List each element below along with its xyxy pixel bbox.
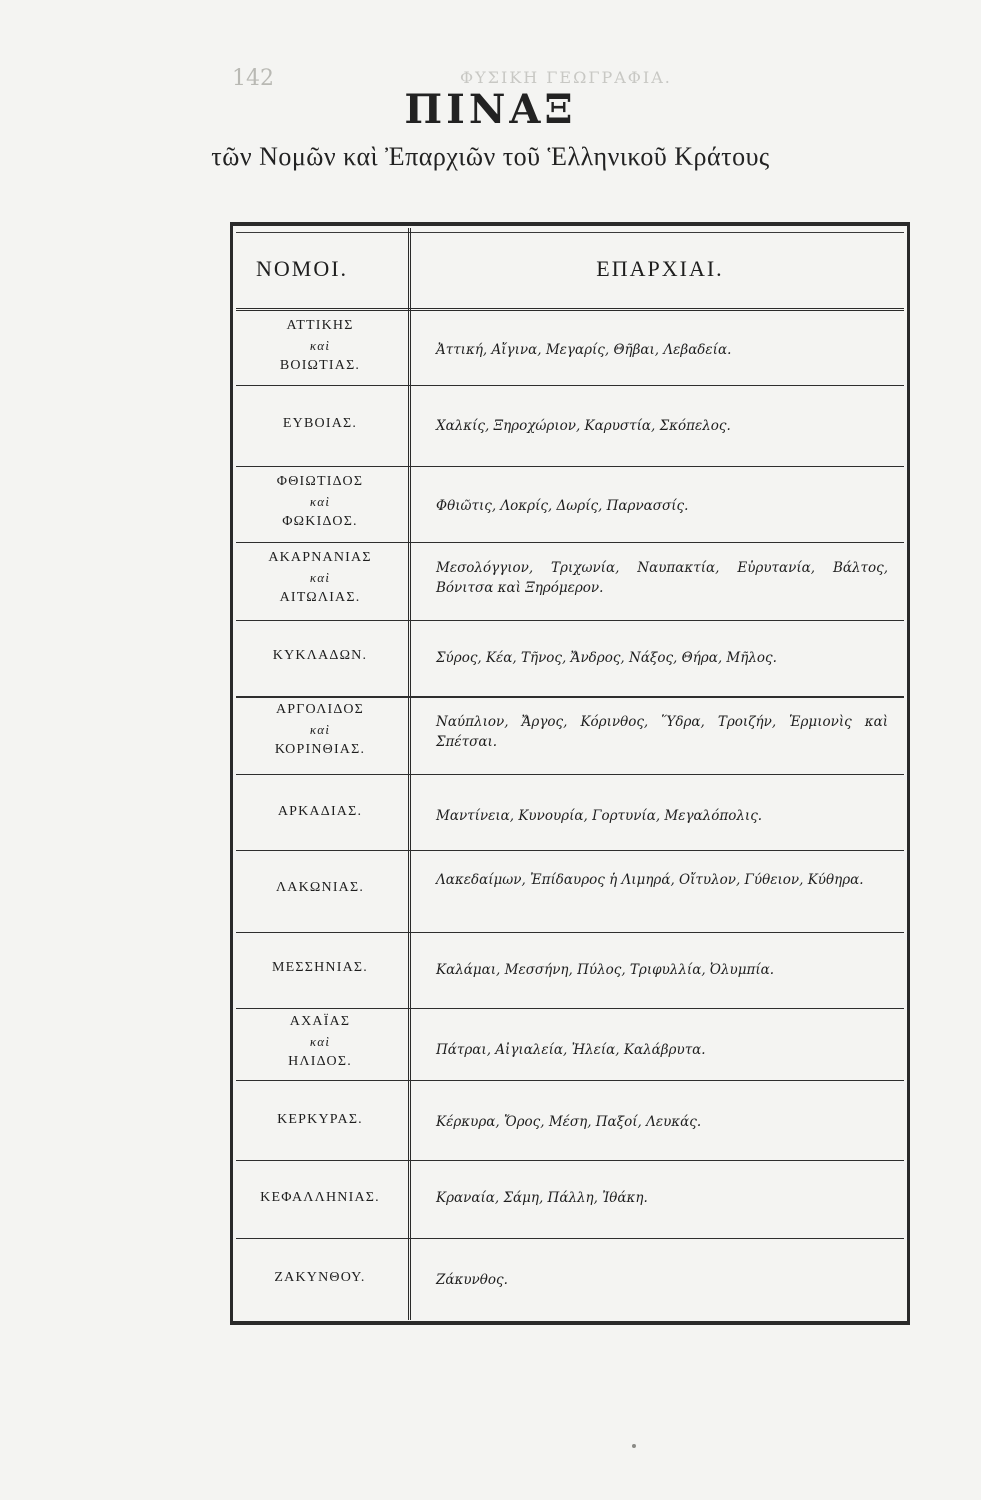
nomos-cell	[236, 958, 404, 978]
row-rule	[236, 932, 904, 933]
nomos-name-line: ΜΕΣΣΗΝΙΑΣ.	[272, 960, 368, 975]
nomos-name-line: ΑΚΑΡΝΑΝΙΑΣ	[268, 550, 372, 565]
table-row	[236, 700, 904, 772]
nomos-name-line: ΑΧΑΪΑΣ	[289, 1014, 351, 1029]
eparchies-cell: Κέρκυρα, Ὄρος, Μέση, Παξοί, Λευκάς.	[436, 1114, 702, 1130]
nomos-name-line: ΦΩΚΙΔΟΣ.	[282, 514, 358, 529]
eparchies-cell: Λακεδαίμων, Ἐπίδαυρος ἡ Λιμηρά, Οἴτυλον, Γύθειον, Κύθηρα.	[436, 872, 864, 888]
table-row	[236, 316, 904, 384]
page-subtitle: τῶν Νομῶν καὶ Ἐπαρχιῶν τοῦ Ἑλληνικοῦ Κράτους	[211, 142, 770, 171]
row-rule	[236, 1008, 904, 1009]
eparchies-cell: Ζάκυνθος.	[436, 1272, 508, 1288]
ink-speck	[632, 1444, 636, 1448]
page-title: ΠΙΝΑΞ	[404, 86, 577, 133]
column-header-nomoi: ΝΟΜΟΙ.	[256, 256, 349, 281]
table-row	[236, 1012, 904, 1078]
row-rule	[236, 1080, 904, 1081]
header-rule	[236, 308, 904, 311]
nomos-name-line: ΦΘΙΩΤΙΔΟΣ	[276, 474, 364, 489]
row-rule	[236, 1238, 904, 1239]
nomos-conjunction: καὶ	[309, 722, 331, 737]
nomos-name-line: ΗΛΙΔΟΣ.	[288, 1054, 352, 1069]
nomos-name-line: ΕΥΒΟΙΑΣ.	[282, 416, 358, 431]
row-rule	[236, 620, 904, 621]
row-rule	[236, 466, 904, 467]
row-rule	[236, 774, 904, 775]
table-row	[236, 1242, 904, 1314]
page-number: 142	[232, 66, 274, 91]
table-row	[236, 624, 904, 694]
nomos-conjunction: καὶ	[309, 338, 331, 353]
nomos-conjunction: καὶ	[309, 570, 331, 585]
nomos-conjunction: καὶ	[309, 1034, 331, 1049]
nomos-cell	[236, 472, 404, 532]
nomos-cell	[236, 878, 404, 898]
nomos-cell	[236, 548, 404, 608]
eparchies-cell: Φθιῶτις, Λοκρίς, Δωρίς, Παρνασσίς.	[436, 498, 689, 514]
eparchies-cell: Ναύπλιον, Ἄργος, Κόρινθος, Ὕδρα, Τροιζήν, Ἑρμιονὶς καὶ Σπέτσαι.	[436, 714, 888, 750]
column-header-eparchiai: ΕΠΑΡΧΙΑΙ.	[596, 256, 724, 281]
nomos-name-line: ΚΟΡΙΝΘΙΑΣ.	[274, 742, 366, 757]
nomos-name-line: ΚΥΚΛΑΔΩΝ.	[272, 648, 368, 663]
nomos-cell	[236, 1268, 404, 1288]
nomos-name-line: ΚΕΡΚΥΡΑΣ.	[277, 1112, 363, 1127]
bleed-through-header	[230, 60, 930, 87]
nomos-name-line: ΚΕΦΑΛΛΗΝΙΑΣ.	[260, 1190, 380, 1205]
table-row	[236, 936, 904, 1006]
eparchies-cell: Καλάμαι, Μεσσήνη, Πύλος, Τριφυλλία, Ὀλυμπία.	[436, 962, 775, 978]
eparchies-cell: Μαντίνεια, Κυνουρία, Γορτυνία, Μεγαλόπολις.	[436, 808, 763, 824]
table-row	[236, 1084, 904, 1158]
table-row	[236, 470, 904, 540]
row-rule	[236, 385, 904, 386]
bleed-through-text: ΦΥΣΙΚΗ ΓΕΩΓΡΑΦΙΑ.	[460, 68, 672, 87]
row-rule	[236, 850, 904, 851]
nomos-cell	[236, 802, 404, 822]
eparchies-cell: Σύρος, Κέα, Τῆνος, Ἄνδρος, Νάξος, Θήρα, Μῆλος.	[436, 650, 777, 666]
nomos-name-line: ΑΤΤΙΚΗΣ	[286, 318, 354, 333]
nomos-cell	[236, 646, 404, 666]
nomos-name-line: ΛΑΚΩΝΙΑΣ.	[275, 880, 365, 895]
nomos-name-line: ΒΟΙΩΤΙΑΣ.	[279, 358, 361, 373]
row-rule	[236, 696, 904, 698]
nomos-cell	[236, 1012, 404, 1072]
nomos-cell	[236, 700, 404, 760]
nomos-conjunction: καὶ	[309, 494, 331, 509]
nomos-name-line: ΑΙΤΩΛΙΑΣ.	[279, 590, 361, 605]
nomos-name-line: ΑΡΚΑΔΙΑΣ.	[277, 804, 363, 819]
eparchies-cell: Μεσολόγγιον, Τριχωνία, Ναυπακτία, Εὐρυτανία, Βάλτος, Βόνιτσα καὶ Ξηρόμερον.	[436, 560, 888, 596]
table-row	[236, 1164, 904, 1236]
table-inner-top-rule	[236, 232, 904, 233]
row-rule	[236, 1160, 904, 1161]
nomos-name-line: ΑΡΓΟΛΙΔΟΣ	[275, 702, 365, 717]
row-rule	[236, 542, 904, 543]
eparchies-cell: Κραναία, Σάμη, Πάλλη, Ἰθάκη.	[436, 1190, 648, 1206]
table-row	[236, 546, 904, 618]
eparchies-cell: Ἀττική, Αἴγινα, Μεγαρίς, Θῆβαι, Λεβαδεία.	[436, 342, 732, 358]
table-row	[236, 854, 904, 930]
table-row	[236, 388, 904, 464]
eparchies-cell: Πάτραι, Αἰγιαλεία, Ἠλεία, Καλάβρυτα.	[436, 1042, 706, 1058]
nomos-cell	[236, 316, 404, 376]
nomos-name-line: ΖΑΚΥΝΘΟΥ.	[274, 1270, 366, 1285]
table-row	[236, 778, 904, 848]
nomos-cell	[236, 1110, 404, 1130]
eparchies-cell: Χαλκίς, Ξηροχώριον, Καρυστία, Σκόπελος.	[436, 418, 731, 434]
nomos-cell	[236, 414, 404, 434]
nomos-cell	[236, 1188, 404, 1208]
